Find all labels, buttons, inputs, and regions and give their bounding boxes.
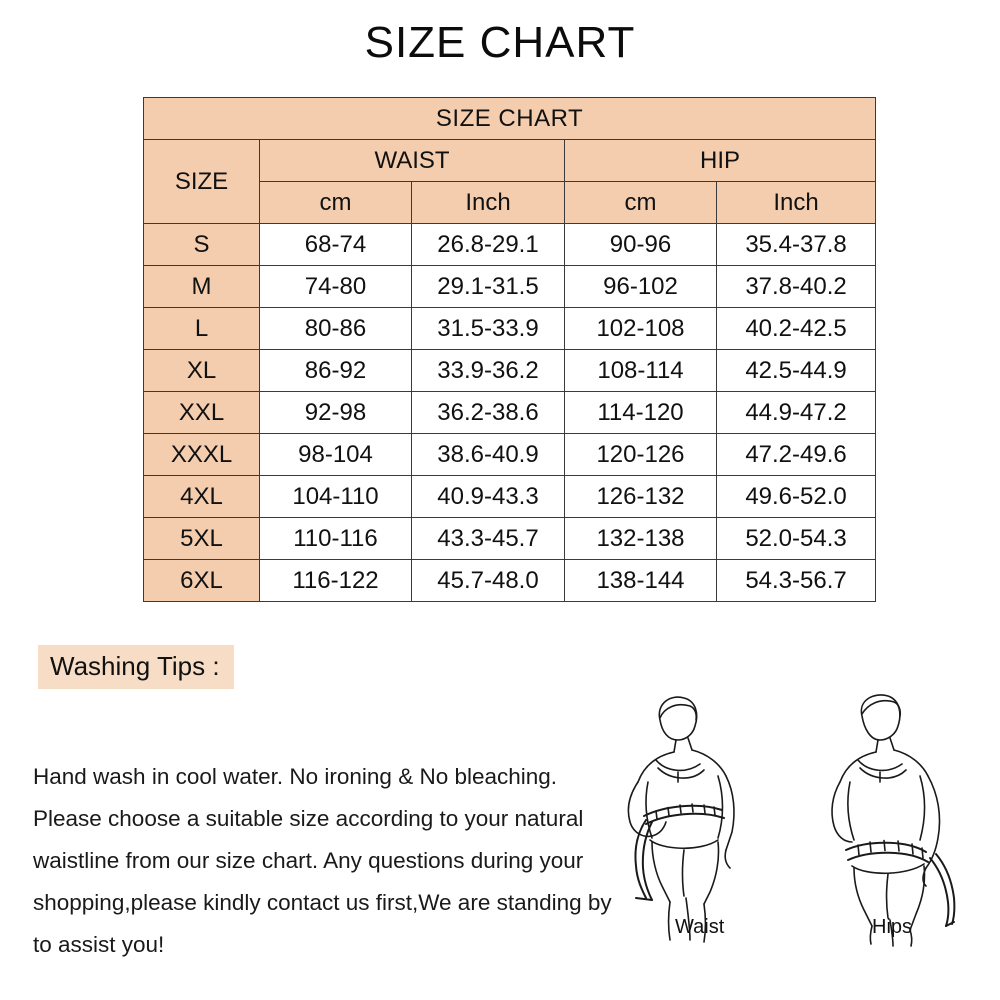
table-row xyxy=(144,434,876,476)
size-chart-table-container xyxy=(143,97,875,602)
cell-hip-inch: 37.8-40.2 xyxy=(717,266,876,308)
measurement-illustration xyxy=(600,690,990,950)
cell-waist-inch: 29.1-31.5 xyxy=(412,266,565,308)
table-row xyxy=(144,224,876,266)
table-row xyxy=(144,560,876,602)
cell-waist-cm: 104-110 xyxy=(260,476,412,518)
table-banner-row xyxy=(144,98,876,140)
cell-waist-inch: 33.9-36.2 xyxy=(412,350,565,392)
table-row xyxy=(144,266,876,308)
cell-size: XXL xyxy=(144,392,260,434)
cell-waist-cm: 86-92 xyxy=(260,350,412,392)
cell-hip-inch: 47.2-49.6 xyxy=(717,434,876,476)
cell-hip-cm: 120-126 xyxy=(565,434,717,476)
table-row xyxy=(144,308,876,350)
cell-hip-cm: 114-120 xyxy=(565,392,717,434)
cell-hip-cm: 90-96 xyxy=(565,224,717,266)
cell-hip-inch: 44.9-47.2 xyxy=(717,392,876,434)
cell-hip-cm: 102-108 xyxy=(565,308,717,350)
cell-hip-inch: 49.6-52.0 xyxy=(717,476,876,518)
column-header-waist-inch: Inch xyxy=(412,182,565,224)
cell-waist-cm: 110-116 xyxy=(260,518,412,560)
table-row xyxy=(144,518,876,560)
table-banner: SIZE CHART xyxy=(144,98,876,140)
table-group-header-row xyxy=(144,140,876,182)
cell-size: XL xyxy=(144,350,260,392)
cell-hip-cm: 108-114 xyxy=(565,350,717,392)
cell-waist-inch: 26.8-29.1 xyxy=(412,224,565,266)
cell-hip-inch: 42.5-44.9 xyxy=(717,350,876,392)
cell-size: S xyxy=(144,224,260,266)
cell-hip-cm: 132-138 xyxy=(565,518,717,560)
cell-hip-cm: 126-132 xyxy=(565,476,717,518)
page-title: SIZE CHART xyxy=(364,18,636,67)
washing-tips-body: Hand wash in cool water. No ironing & No bleaching. Please choose a suitable size according to your natural waistline from our size chart. Any questions during your shopping,please kindly contact us first,We are standing by to assist you! xyxy=(33,764,612,957)
cell-hip-inch: 35.4-37.8 xyxy=(717,224,876,266)
cell-hip-cm: 138-144 xyxy=(565,560,717,602)
column-header-waist-cm: cm xyxy=(260,182,412,224)
table-row xyxy=(144,476,876,518)
cell-waist-inch: 45.7-48.0 xyxy=(412,560,565,602)
column-header-size: SIZE xyxy=(144,140,260,224)
cell-waist-inch: 36.2-38.6 xyxy=(412,392,565,434)
cell-size: 5XL xyxy=(144,518,260,560)
cell-size: L xyxy=(144,308,260,350)
cell-size: 4XL xyxy=(144,476,260,518)
cell-waist-inch: 43.3-45.7 xyxy=(412,518,565,560)
cell-size: 6XL xyxy=(144,560,260,602)
cell-size: XXXL xyxy=(144,434,260,476)
caption-hips: Hips xyxy=(872,916,913,938)
cell-waist-inch: 31.5-33.9 xyxy=(412,308,565,350)
cell-waist-cm: 116-122 xyxy=(260,560,412,602)
column-header-hip-inch: Inch xyxy=(717,182,876,224)
cell-hip-cm: 96-102 xyxy=(565,266,717,308)
table-row xyxy=(144,392,876,434)
column-group-waist: WAIST xyxy=(260,140,565,182)
cell-waist-cm: 92-98 xyxy=(260,392,412,434)
column-group-hip: HIP xyxy=(565,140,876,182)
cell-waist-inch: 38.6-40.9 xyxy=(412,434,565,476)
washing-tips-label: Washing Tips : xyxy=(38,645,234,689)
cell-hip-inch: 40.2-42.5 xyxy=(717,308,876,350)
cell-waist-cm: 68-74 xyxy=(260,224,412,266)
column-header-hip-cm: cm xyxy=(565,182,717,224)
size-chart-table xyxy=(143,97,876,602)
cell-hip-inch: 52.0-54.3 xyxy=(717,518,876,560)
cell-waist-cm: 80-86 xyxy=(260,308,412,350)
cell-size: M xyxy=(144,266,260,308)
cell-hip-inch: 54.3-56.7 xyxy=(717,560,876,602)
measurement-figures-icon xyxy=(600,690,990,950)
caption-waist: Waist xyxy=(675,916,725,938)
table-row xyxy=(144,350,876,392)
cell-waist-cm: 98-104 xyxy=(260,434,412,476)
cell-waist-inch: 40.9-43.3 xyxy=(412,476,565,518)
cell-waist-cm: 74-80 xyxy=(260,266,412,308)
